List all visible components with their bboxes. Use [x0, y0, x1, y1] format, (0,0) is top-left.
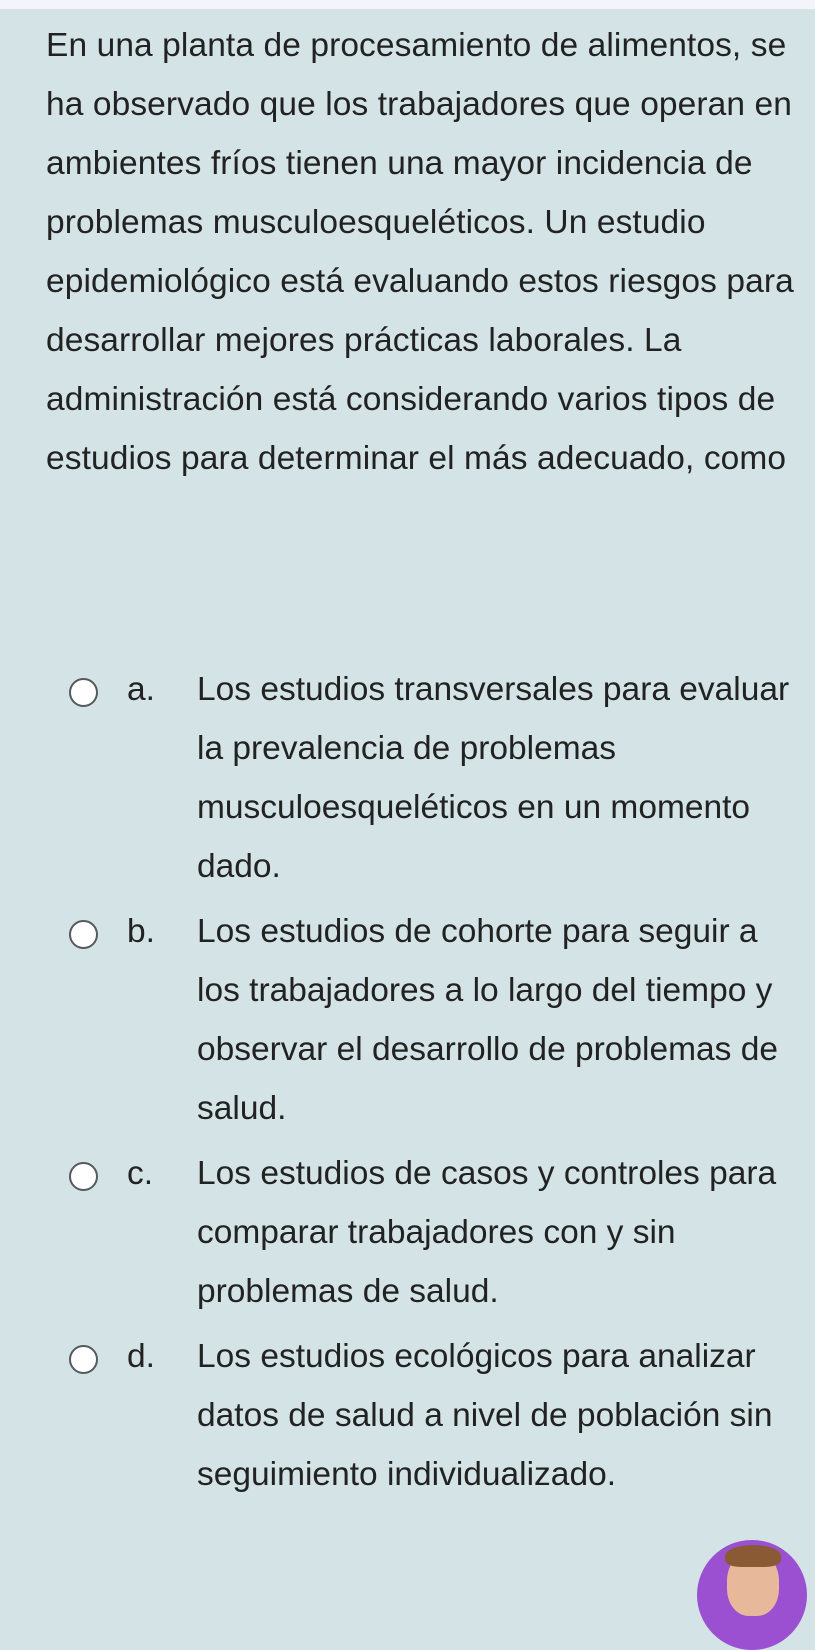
option-c[interactable] — [0, 1144, 815, 1321]
radio-unchecked-icon[interactable] — [69, 1345, 98, 1374]
option-text: Los estudios de cohorte para seguir a los trabajadores a lo largo del tiempo y observar el desarrollo de problemas de salud. — [197, 913, 778, 1127]
option-letter: a. — [127, 671, 155, 708]
top-strip — [0, 0, 815, 9]
option-a[interactable] — [0, 660, 815, 896]
avatar-hair — [725, 1545, 781, 1567]
radio-unchecked-icon[interactable] — [69, 678, 98, 707]
option-text: Los estudios de casos y controles para comparar trabajadores con y sin problemas de salud. — [197, 1155, 777, 1310]
question-text: En una planta de procesamiento de alimentos, se ha observado que los trabajadores que operan en ambientes fríos tienen una mayor incidencia de problemas musculoesqueléticos. Un estudio epidemiológico está evaluando estos riesgos para desarrollar mejores prácticas laborales. La administración está considerando varios tipos de estudios para determinar el más adecuado, como — [46, 27, 794, 477]
option-b[interactable] — [0, 902, 815, 1138]
option-letter: d. — [127, 1338, 155, 1375]
radio-unchecked-icon[interactable] — [69, 1162, 98, 1191]
option-text: Los estudios ecológicos para analizar datos de salud a nivel de población sin seguimiento individualizado. — [197, 1338, 773, 1493]
answer-options — [0, 660, 815, 1510]
option-text: Los estudios transversales para evaluar la prevalencia de problemas musculoesqueléticos en un momento dado. — [197, 671, 790, 885]
user-avatar — [697, 1540, 807, 1650]
radio-unchecked-icon[interactable] — [69, 920, 98, 949]
option-letter: b. — [127, 913, 155, 950]
option-letter: c. — [127, 1155, 154, 1192]
option-d[interactable] — [0, 1327, 815, 1504]
